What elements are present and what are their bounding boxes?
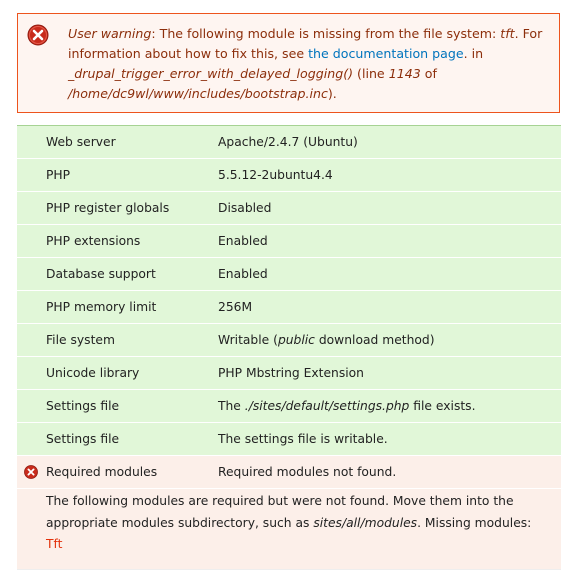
row-label-text: Required modules [46,465,158,479]
missing-module-name: tft [500,26,515,41]
row-label: Settings file [17,423,218,456]
warning-text-part: . For information about how to fix this, see [68,26,543,61]
row-value: Disabled [218,192,561,225]
table-row [17,357,561,390]
row-value: Required modules not found. [218,456,561,489]
table-row [17,390,561,423]
row-value [218,390,561,423]
value-part: download method) [314,333,435,347]
description-emphasis: sites/all/modules [313,515,418,530]
row-value [218,324,561,357]
row-label: Unicode library [17,357,218,390]
row-label: PHP register globals [17,192,218,225]
value-emphasis: ./sites/default/settings.php [244,399,410,413]
row-label: PHP memory limit [17,291,218,324]
row-value: PHP Mbstring Extension [218,357,561,390]
row-value: 5.5.12-2ubuntu4.4 [218,159,561,192]
missing-module-link[interactable]: Tft [46,537,63,551]
status-report-table [17,125,561,570]
table-row [17,225,561,258]
error-icon [24,465,38,482]
row-label: Database support [17,258,218,291]
row-label [17,456,218,489]
table-row [17,324,561,357]
value-part: file exists. [409,399,476,413]
error-message-box [17,13,560,113]
table-row [17,291,561,324]
warning-type: User warning [68,26,152,41]
row-description [17,489,561,570]
row-label: PHP extensions [17,225,218,258]
row-value: The settings file is writable. [218,423,561,456]
row-value: 256M [218,291,561,324]
row-label: Web server [17,126,218,159]
table-row-error [17,456,561,489]
table-row [17,423,561,456]
description-part: . Missing modules: [417,515,532,530]
file-path: /home/dc9wl/www/includes/bootstrap.inc [68,86,328,101]
documentation-link[interactable]: the documentation page [308,46,464,61]
error-icon [27,24,49,52]
warning-text-part: (line [353,66,389,81]
table-row [17,126,561,159]
table-row-description [17,489,561,570]
value-emphasis: public [277,333,315,347]
row-label: Settings file [17,390,218,423]
warning-text-part: of [420,66,437,81]
value-part: The [218,399,245,413]
row-value: Enabled [218,258,561,291]
warning-text-part: ). [327,86,337,101]
warning-text-part: . in [463,46,484,61]
description-part: The following modules are required but were not found. Move them into the appropriate modules subdirectory, such as [46,494,514,530]
table-row [17,159,561,192]
warning-text [68,24,553,104]
line-number: 1143 [388,66,421,81]
warning-text-part: : The following module is missing from the file system: [151,26,501,41]
table-row [17,192,561,225]
table-row [17,258,561,291]
row-value: Enabled [218,225,561,258]
row-value: Apache/2.4.7 (Ubuntu) [218,126,561,159]
row-label: File system [17,324,218,357]
row-label: PHP [17,159,218,192]
function-name: _drupal_trigger_error_with_delayed_logging() [68,66,354,81]
value-part: Writable ( [218,333,278,347]
